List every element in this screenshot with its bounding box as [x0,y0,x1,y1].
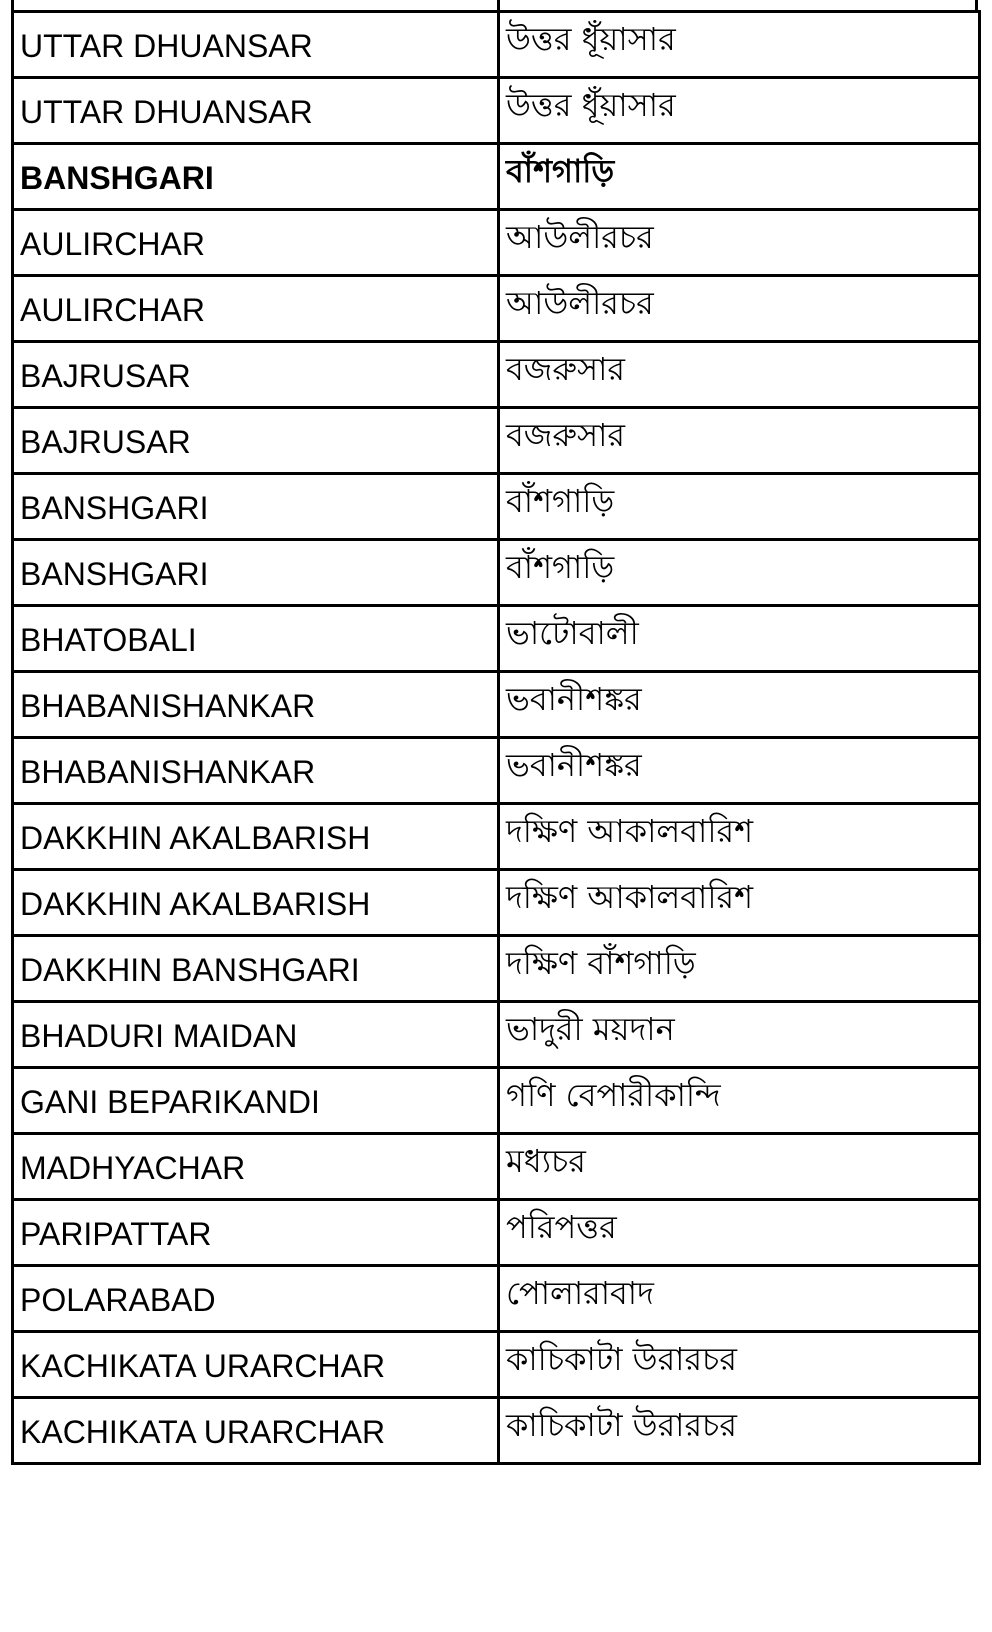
table-top-continuation [11,0,978,10]
table-row [13,1398,980,1464]
column-divider [497,0,500,10]
table-body [13,12,980,1464]
table-row [13,1332,980,1398]
english-name-cell: BAJRUSAR [13,342,499,408]
bengali-name-cell: বাঁশগাড়ি [499,144,980,210]
english-name-cell: BANSHGARI [13,540,499,606]
bengali-name-cell: দক্ষিণ আকালবারিশ [499,804,980,870]
table-row [13,1266,980,1332]
table-row [13,1134,980,1200]
bengali-name-cell: বাঁশগাড়ি [499,540,980,606]
table-row [13,870,980,936]
table-row [13,738,980,804]
bengali-name-cell: গণি বেপারীকান্দি [499,1068,980,1134]
english-name-cell: KACHIKATA URARCHAR [13,1332,499,1398]
table-row [13,672,980,738]
table-row [13,1068,980,1134]
english-name-cell: KACHIKATA URARCHAR [13,1398,499,1464]
english-name-cell: DAKKHIN AKALBARISH [13,870,499,936]
bengali-name-cell: ভবানীশঙ্কর [499,672,980,738]
english-name-cell: BHADURI MAIDAN [13,1002,499,1068]
english-name-cell: POLARABAD [13,1266,499,1332]
english-name-cell: GANI BEPARIKANDI [13,1068,499,1134]
table-row [13,144,980,210]
bengali-name-cell: উত্তর ধূঁয়াসার [499,78,980,144]
english-name-cell: BHABANISHANKAR [13,672,499,738]
english-name-cell: BAJRUSAR [13,408,499,474]
table-row [13,804,980,870]
english-name-cell: UTTAR DHUANSAR [13,78,499,144]
table-row [13,474,980,540]
english-name-cell: BHATOBALI [13,606,499,672]
bengali-name-cell: কাচিকাটা উরারচর [499,1332,980,1398]
english-name-cell: MADHYACHAR [13,1134,499,1200]
bengali-name-cell: ভবানীশঙ্কর [499,738,980,804]
bengali-name-cell: উত্তর ধূঁয়াসার [499,12,980,78]
english-name-cell: PARIPATTAR [13,1200,499,1266]
bengali-name-cell: কাচিকাটা উরারচর [499,1398,980,1464]
table-row [13,12,980,78]
bengali-name-cell: আউলীরচর [499,210,980,276]
bengali-name-cell: পরিপত্তর [499,1200,980,1266]
english-name-cell: AULIRCHAR [13,210,499,276]
table-row [13,1200,980,1266]
bengali-name-cell: বজরুসার [499,342,980,408]
bengali-name-cell: মধ্যচর [499,1134,980,1200]
bengali-name-cell: বাঁশগাড়ি [499,474,980,540]
bengali-name-cell: দক্ষিণ বাঁশগাড়ি [499,936,980,1002]
english-name-cell: AULIRCHAR [13,276,499,342]
english-name-cell: BANSHGARI [13,474,499,540]
bengali-name-cell: আউলীরচর [499,276,980,342]
table-row [13,540,980,606]
table-row [13,78,980,144]
place-names-table [11,10,981,1465]
table-row [13,1002,980,1068]
table-row [13,210,980,276]
english-name-cell: DAKKHIN BANSHGARI [13,936,499,1002]
table-row [13,936,980,1002]
english-name-cell: BHABANISHANKAR [13,738,499,804]
bengali-name-cell: ভাটোবালী [499,606,980,672]
bengali-name-cell: ভাদুরী ময়দান [499,1002,980,1068]
english-name-cell: UTTAR DHUANSAR [13,12,499,78]
bengali-name-cell: দক্ষিণ আকালবারিশ [499,870,980,936]
table-row [13,342,980,408]
bengali-name-cell: বজরুসার [499,408,980,474]
table-row [13,408,980,474]
table-row [13,276,980,342]
bengali-name-cell: পোলারাবাদ [499,1266,980,1332]
table-row [13,606,980,672]
english-name-cell: BANSHGARI [13,144,499,210]
english-name-cell: DAKKHIN AKALBARISH [13,804,499,870]
